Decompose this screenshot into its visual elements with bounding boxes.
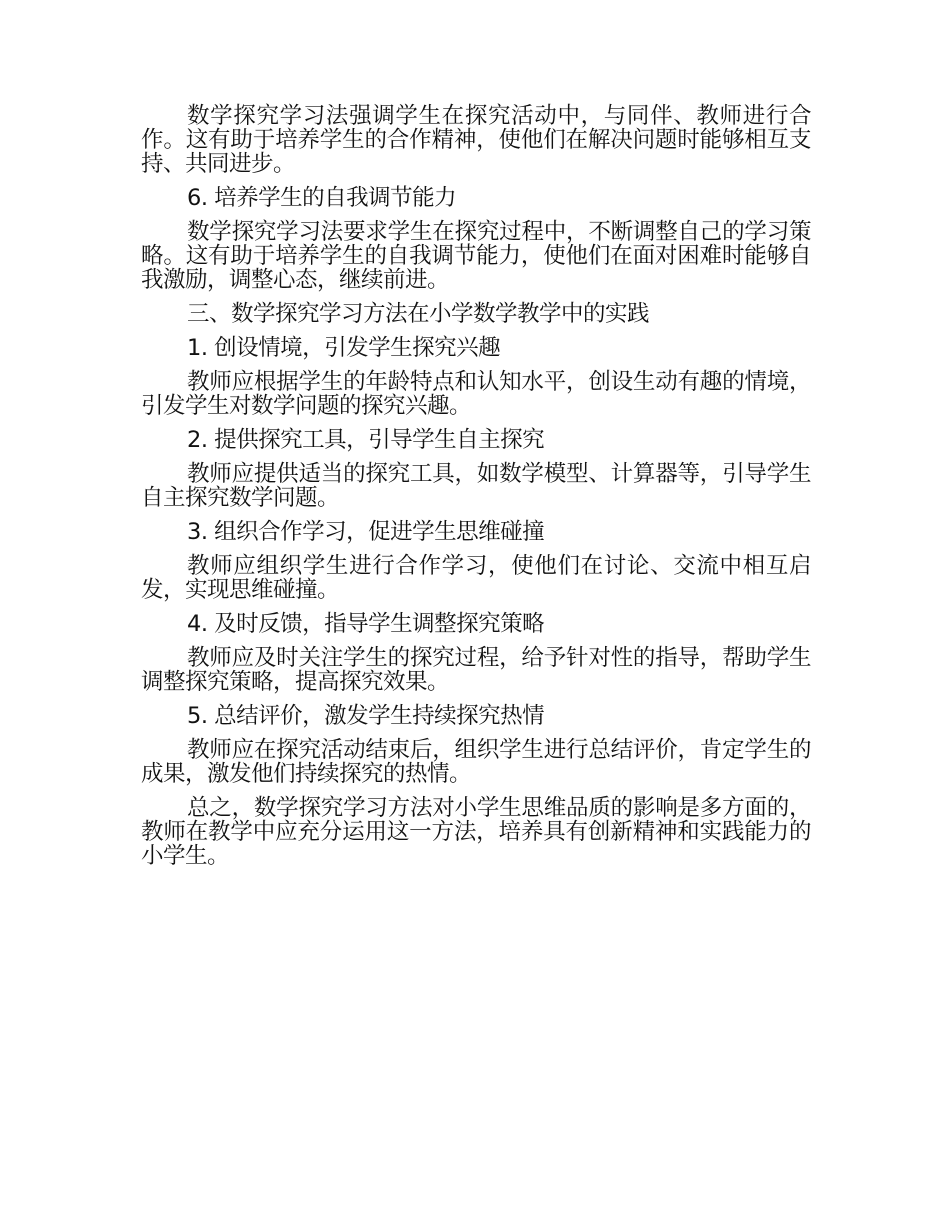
paragraph-create-situation: 教师应根据学生的年龄特点和认知水平，创设生动有趣的情境，引发学生对数学问题的探究兴趣。 bbox=[141, 369, 811, 419]
paragraph-cooperative-learning: 教师应组织学生进行合作学习，使他们在讨论、交流中相互启发，实现思维碰撞。 bbox=[141, 553, 811, 603]
heading-create-situation: 1. 创设情境，引发学生探究兴趣 bbox=[187, 335, 501, 361]
paragraph-timely-feedback: 教师应及时关注学生的探究过程，给予针对性的指导，帮助学生调整探究策略，提高探究效果。 bbox=[141, 645, 811, 695]
paragraph-cooperation: 数学探究学习法强调学生在探究活动中，与同伴、教师进行合作。这有助于培养学生的合作精神，使他们在解决问题时能够相互支持、共同进步。 bbox=[141, 103, 811, 177]
paragraph-provide-tools: 教师应提供适当的探究工具，如数学模型、计算器等，引导学生自主探究数学问题。 bbox=[141, 461, 811, 511]
heading-provide-tools: 2. 提供探究工具，引导学生自主探究 bbox=[187, 427, 545, 453]
document-body bbox=[141, 104, 811, 878]
heading-cooperative-learning: 3. 组织合作学习，促进学生思维碰撞 bbox=[187, 519, 545, 545]
paragraph-self-regulation: 数学探究学习法要求学生在探究过程中，不断调整自己的学习策略。这有助于培养学生的自我调节能力，使他们在面对困难时能够自我激励，调整心态，继续前进。 bbox=[141, 219, 811, 293]
heading-timely-feedback: 4. 及时反馈，指导学生调整探究策略 bbox=[187, 611, 545, 637]
paragraph-summary-evaluation: 教师应在探究活动结束后，组织学生进行总结评价，肯定学生的成果，激发他们持续探究的热情。 bbox=[141, 737, 811, 787]
heading-summary-evaluation: 5. 总结评价，激发学生持续探究热情 bbox=[187, 703, 545, 729]
heading-self-regulation: 6. 培养学生的自我调节能力 bbox=[187, 185, 457, 211]
paragraph-conclusion: 总之，数学探究学习方法对小学生思维品质的影响是多方面的，教师在教学中应充分运用这一方法，培养具有创新精神和实践能力的小学生。 bbox=[141, 795, 811, 869]
section-title-practice: 三、数学探究学习方法在小学数学教学中的实践 bbox=[187, 301, 650, 327]
